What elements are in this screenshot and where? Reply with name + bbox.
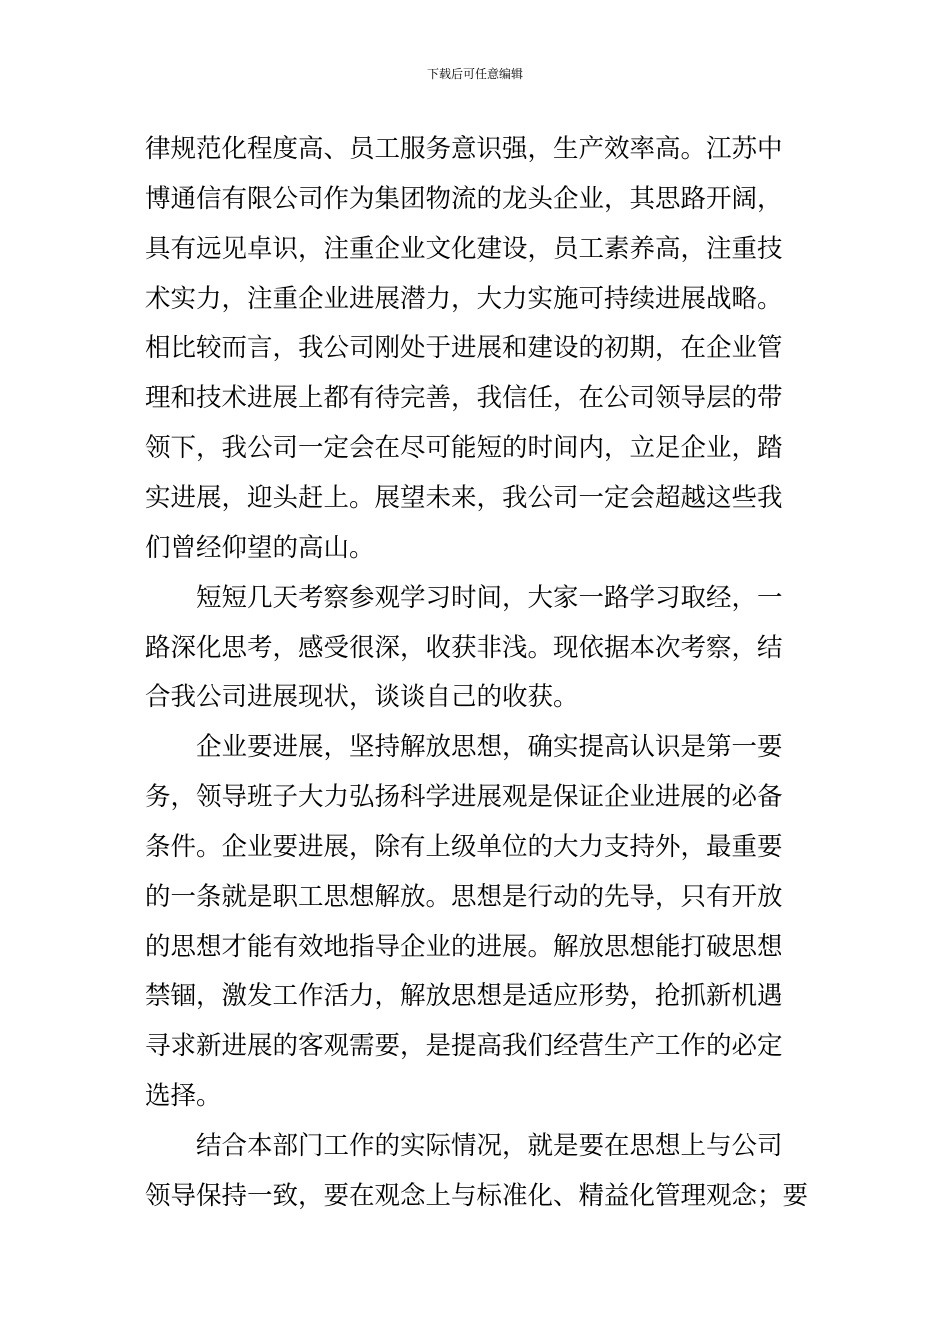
body-line: 企业要进展，坚持解放思想，确实提高认识是第一要 — [145, 732, 783, 762]
body-line: 路深化思考，感受很深，收获非浅。现依据本次考察，结 — [145, 633, 783, 663]
body-line: 选择。 — [145, 1081, 222, 1111]
body-line: 领导保持一致，要在观念上与标准化、精益化管理观念；要 — [145, 1181, 809, 1211]
body-line: 博通信有限公司作为集团物流的龙头企业，其思路开阔， — [145, 184, 783, 214]
body-line: 具有远见卓识，注重企业文化建设，员工素养高，注重技 — [145, 234, 783, 264]
body-line: 们曾经仰望的高山。 — [145, 533, 375, 563]
body-line: 寻求新进展的客观需要，是提高我们经营生产工作的必定 — [145, 1031, 783, 1061]
body-line: 禁锢，激发工作活力，解放思想是适应形势，抢抓新机遇 — [145, 981, 783, 1011]
body-line: 理和技术进展上都有待完善，我信任，在公司领导层的带 — [145, 383, 783, 413]
body-line: 结合本部门工作的实际情况，就是要在思想上与公司 — [145, 1131, 783, 1161]
body-line: 条件。企业要进展，除有上级单位的大力支持外，最重要 — [145, 832, 783, 862]
body-line: 术实力，注重企业进展潜力，大力实施可持续进展战略。 — [145, 284, 783, 314]
body-line: 实进展，迎头赶上。展望未来，我公司一定会超越这些我 — [145, 483, 783, 513]
body-line: 的一条就是职工思想解放。思想是行动的先导，只有开放 — [145, 882, 783, 912]
body-line: 务，领导班子大力弘扬科学进展观是保证企业进展的必备 — [145, 782, 783, 812]
body-line: 短短几天考察参观学习时间，大家一路学习取经，一 — [145, 583, 783, 613]
body-line: 合我公司进展现状，谈谈自己的收获。 — [145, 682, 579, 712]
body-line: 相比较而言，我公司刚处于进展和建设的初期，在企业管 — [145, 333, 783, 363]
body-line: 律规范化程度高、员工服务意识强，生产效率高。江苏中 — [145, 134, 783, 164]
page-header: 下载后可任意编辑 — [426, 67, 523, 81]
body-line: 领下，我公司一定会在尽可能短的时间内，立足企业，踏 — [145, 433, 783, 463]
body-line: 的思想才能有效地指导企业的进展。解放思想能打破思想 — [145, 932, 783, 962]
